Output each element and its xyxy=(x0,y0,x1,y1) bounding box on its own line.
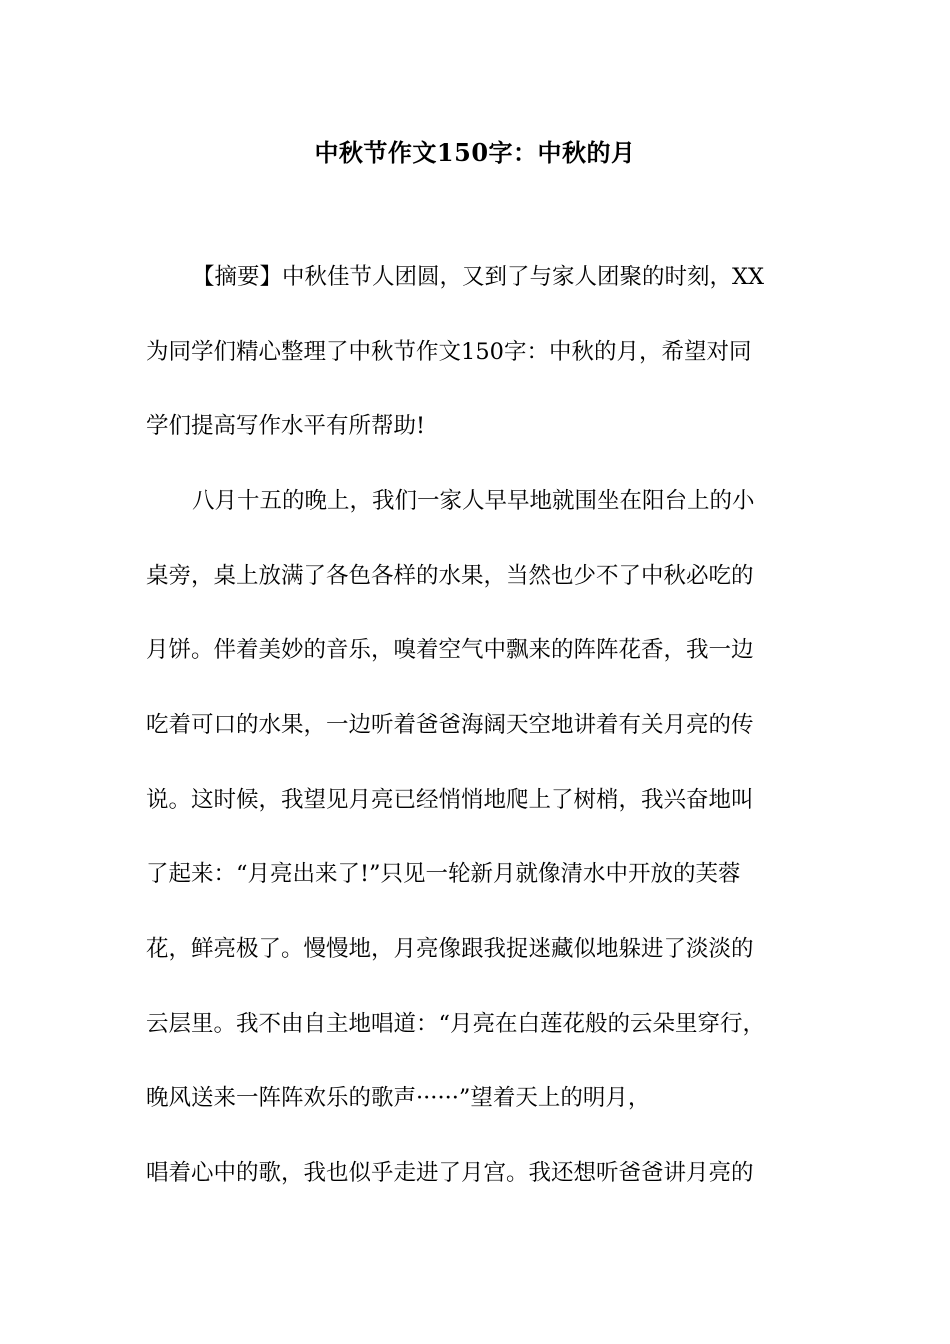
body-line-7: 花，鲜亮极了。慢慢地，月亮像跟我捉迷藏似地躲进了淡淡的 xyxy=(146,936,754,962)
body-line-3: 月饼。伴着美妙的音乐，嗅着空气中飘来的阵阵花香，我一边 xyxy=(146,637,754,663)
body-line-8: 云层里。我不由自主地唱道：“月亮在白莲花般的云朵里穿行， xyxy=(146,1011,766,1037)
body-line-4: 吃着可口的水果，一边听着爸爸海阔天空地讲着有关月亮的传 xyxy=(146,712,754,738)
body-line-5: 说。这时候，我望见月亮已经悄悄地爬上了树梢，我兴奋地叫 xyxy=(146,787,754,813)
document-title: 中秋节作文150字：中秋的月 xyxy=(314,138,636,167)
body-line-10: 唱着心中的歌，我也似乎走进了月宫。我还想听爸爸讲月亮的 xyxy=(146,1160,754,1186)
body-line-2: 桌旁，桌上放满了各色各样的水果，当然也少不了中秋必吃的 xyxy=(146,563,754,589)
abstract-line-1: 【摘要】中秋佳节人团圆，又到了与家人团聚的时刻，XX xyxy=(192,264,765,290)
body-line-6: 了起来：“月亮出来了!”只见一轮新月就像清水中开放的芙蓉 xyxy=(146,861,741,887)
abstract-line-3: 学们提高写作水平有所帮助! xyxy=(146,413,426,439)
abstract-line-2: 为同学们精心整理了中秋节作文150字：中秋的月，希望对同 xyxy=(146,339,752,365)
body-line-1: 八月十五的晚上，我们一家人早早地就围坐在阳台上的小 xyxy=(192,488,755,514)
body-line-9: 晚风送来一阵阵欢乐的歌声······”望着天上的明月， xyxy=(146,1085,651,1111)
